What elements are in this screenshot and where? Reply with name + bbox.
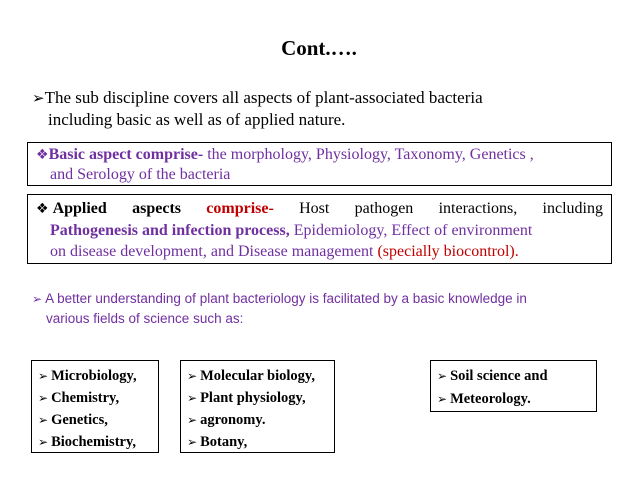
comprise-word: comprise-: [206, 200, 274, 217]
arrow-bullet-icon: ➢: [38, 369, 49, 383]
list-item-label: Soil science and: [450, 368, 548, 384]
list-item: [38, 431, 152, 453]
arrow-bullet-icon: ➢: [38, 413, 49, 427]
basic-aspect-box: [27, 142, 612, 186]
basic-aspect-line-1: the morphology, Physiology, Taxonomy, Genetics ,: [203, 146, 534, 163]
fields-list-1: [31, 360, 159, 453]
list-item-label: Botany,: [200, 434, 248, 450]
interactions-word: interactions,: [438, 200, 518, 217]
applied-lead-group: [36, 198, 107, 220]
host-word: Host: [299, 200, 330, 217]
list-item: [187, 387, 328, 409]
arrow-bullet-icon: ➢: [437, 369, 448, 383]
diamond-bullet-icon: ❖: [36, 147, 49, 163]
understanding-line-1: A better understanding of plant bacteriology is facilitated by a basic knowledge in: [45, 291, 527, 306]
arrow-bullet-icon: ➢: [187, 435, 198, 449]
list-item-label: Biochemistry,: [51, 434, 137, 450]
fields-list-2: [180, 360, 335, 453]
arrow-bullet-icon: ➢: [187, 369, 198, 383]
understanding-line-2: various fields of science such as:: [46, 311, 244, 326]
applied-aspect-line-1: [36, 198, 603, 220]
list-item-label: Microbiology,: [51, 368, 137, 384]
basic-aspect-lead: Basic aspect comprise-: [48, 146, 204, 163]
list-item: [38, 387, 152, 409]
intro-line-1: The sub discipline covers all aspects of plant-associated bacteria: [44, 88, 483, 107]
list-item: [187, 409, 328, 431]
list-item-label: agronomy.: [200, 412, 266, 428]
list-item: [38, 365, 152, 387]
arrow-bullet-icon: ➢: [38, 391, 49, 405]
fields-list-3: [430, 360, 597, 412]
applied-aspect-box: [27, 194, 612, 264]
list-item: [187, 365, 328, 387]
pathogen-word: pathogen: [354, 200, 414, 217]
list-item-label: Molecular biology,: [200, 368, 315, 384]
arrow-bullet-icon: ➢: [38, 435, 49, 449]
arrow-bullet-icon: ➢: [32, 292, 43, 306]
arrow-bullet-icon: ➢: [187, 413, 198, 427]
applied-word: Applied: [52, 200, 107, 217]
list-item-label: Plant physiology,: [200, 390, 306, 406]
aspects-word: aspects: [132, 200, 181, 217]
list-item-label: Genetics,: [51, 412, 108, 428]
including-word: including: [542, 200, 603, 217]
slide-title: Cont.….: [281, 36, 357, 60]
list-item: [437, 388, 590, 411]
applied-aspect-line-2: [36, 220, 603, 241]
understanding-paragraph: [32, 289, 604, 329]
basic-aspect-line-2: and Serology of the bacteria: [50, 166, 231, 183]
list-item-label: Meteorology.: [450, 391, 531, 407]
intro-paragraph: [32, 87, 602, 130]
arrow-bullet-icon: ➢: [437, 392, 448, 406]
intro-line-2: including basic as well as of applied nature.: [48, 110, 346, 129]
biocontrol-text: (specially biocontrol).: [377, 243, 519, 260]
diamond-bullet-icon: ❖: [36, 201, 49, 217]
list-item: [437, 365, 590, 388]
list-item: [38, 409, 152, 431]
epidemiology-text: Epidemiology, Effect of environment: [289, 222, 533, 239]
disease-development-text: on disease development, and Disease management: [50, 243, 378, 260]
list-item: [187, 431, 328, 453]
arrow-bullet-icon: ➢: [32, 89, 45, 107]
list-item-label: Chemistry,: [51, 390, 120, 406]
arrow-bullet-icon: ➢: [187, 391, 198, 405]
applied-aspect-line-3: [36, 241, 603, 262]
pathogenesis-text: Pathogenesis and infection process,: [50, 222, 290, 239]
